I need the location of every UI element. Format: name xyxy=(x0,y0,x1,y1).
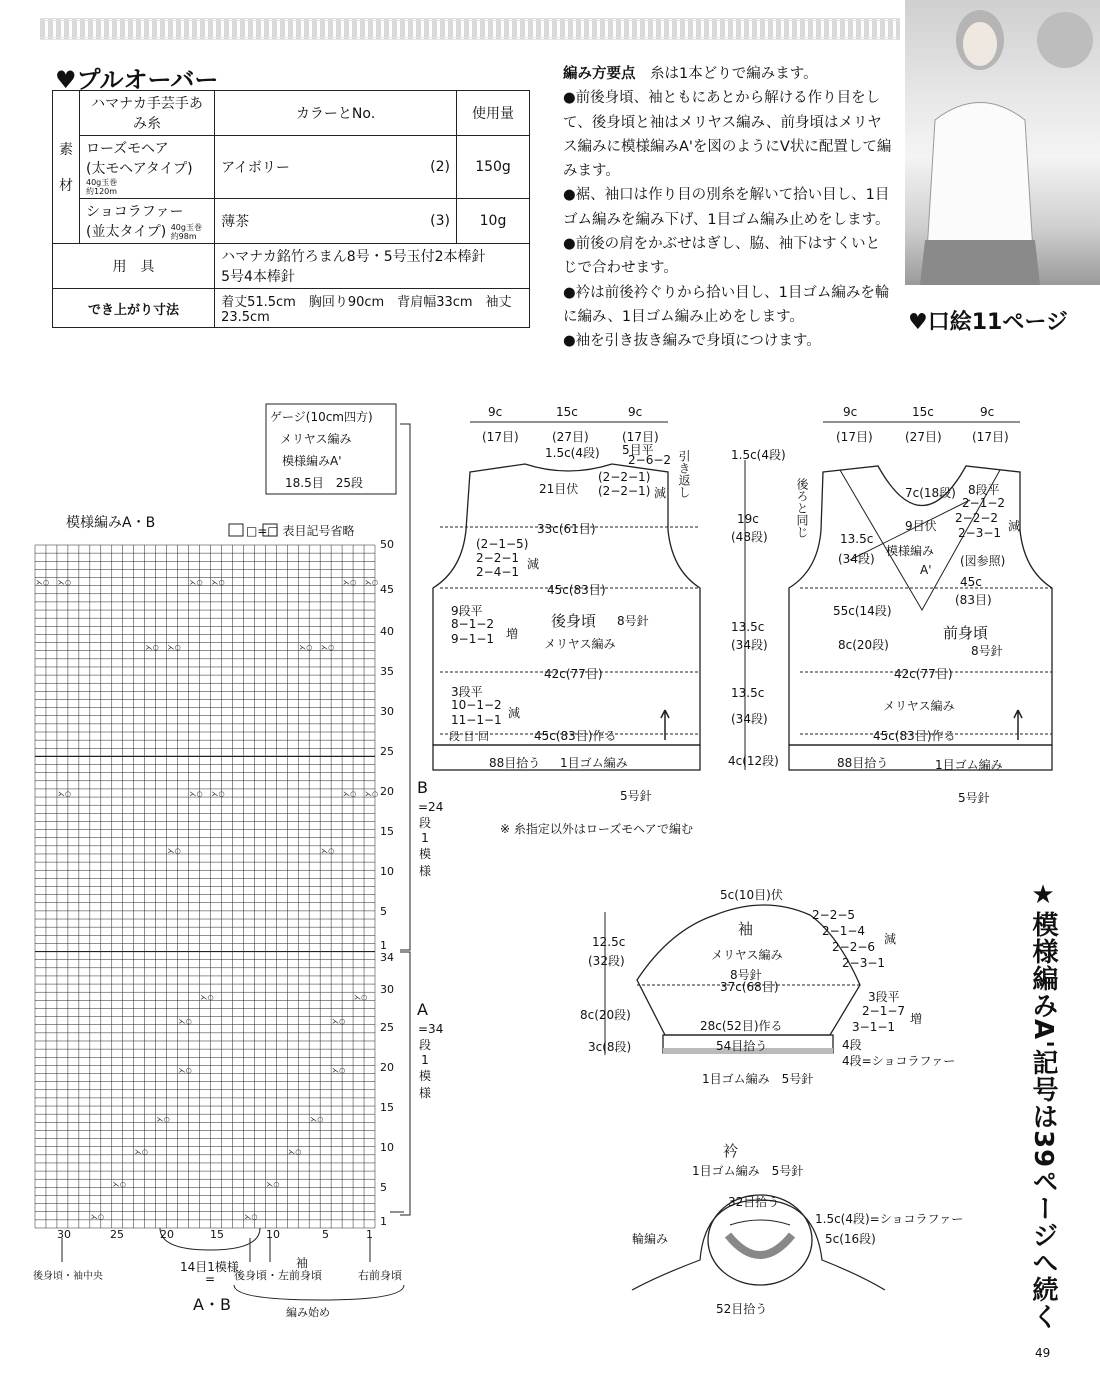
dim-label: 21目伏 xyxy=(539,482,579,496)
dim-label: 2−2−6 xyxy=(832,940,876,954)
dim-label: 段 目 回 xyxy=(449,730,489,743)
dim-label: 9c xyxy=(488,405,503,419)
dim-label: 2−3−1 xyxy=(842,956,886,970)
dim-label: 8c(20段) xyxy=(580,1008,631,1022)
dim-label: (27目) xyxy=(905,430,942,444)
gauge-title: ゲージ(10cm四方) xyxy=(270,410,373,424)
dim-label: 8段平 xyxy=(968,483,1000,497)
chart-row-label: 5 xyxy=(380,905,387,918)
knit-symbol: ⋋○ xyxy=(167,643,181,652)
heart-icon: ♥ xyxy=(908,310,928,335)
dim-label: 9目伏 xyxy=(905,519,937,533)
dim-label: 1目ゴム編み xyxy=(560,756,628,770)
knit-symbol: ⋋○ xyxy=(365,578,379,587)
dim-label: A' xyxy=(920,563,932,577)
back-left-front-label: 後身頃・左前身頃 xyxy=(234,1269,322,1282)
chart-row-label: 30 xyxy=(380,983,394,996)
pattern-repeat: 14目1模様 xyxy=(180,1260,239,1274)
chart-row-label: 15 xyxy=(380,1101,394,1114)
dim-label: 5号針 xyxy=(958,791,990,805)
dim-label: 4段=ショコラファー xyxy=(842,1054,956,1068)
dim-label: 2−3−1 xyxy=(958,526,1002,540)
bracket-b xyxy=(400,424,410,950)
dim-label: メリヤス編み xyxy=(544,637,616,651)
eq-sign: = xyxy=(205,1272,216,1286)
dim-label: 52目拾う xyxy=(716,1302,768,1316)
legend-box xyxy=(229,524,243,536)
bracket-a xyxy=(400,952,410,1215)
dim-label: 1.5c(4段) xyxy=(545,446,600,460)
dim-label: 32目拾う xyxy=(728,1195,780,1209)
chart-row-label: 45 xyxy=(380,583,394,596)
page-number: 49 xyxy=(1035,1346,1051,1360)
a-desc: =34段1模様 xyxy=(418,1022,444,1100)
heart-icon: ♥ xyxy=(55,66,77,94)
piece-name: 衿 xyxy=(723,1142,739,1160)
header-yarn: ハマナカ手芸手あみ糸 xyxy=(80,91,215,136)
dim-label: 11−1−1 xyxy=(451,713,502,727)
size-value: 着丈51.5cm 胸回り90cm 背肩幅33cm 袖丈23.5cm xyxy=(215,289,530,328)
dim-label: (27目) xyxy=(552,430,589,444)
dim-label: 37c(68目) xyxy=(720,980,779,994)
note-item: ●衿は前後衿ぐりから拾い目し、1目ゴム編みを輪に編み、1目ゴム編み止めをします。 xyxy=(563,284,890,325)
start-label: 編み始め xyxy=(286,1306,330,1319)
dim-label: 88目拾う xyxy=(489,756,541,770)
knitting-notes: 編み方要点 糸は1本どりで編みます。 ●前後身頃、袖ともにあとから解ける作り目をして、後身頃と袖はメリヤス編み、前身頃はメリヤス編みに模様編みA'を図のようにV状に配置して編みます。 ●裾、袖口は作り目の別糸を解いて拾い目し、1目ゴム編みを編み下げ、1目ゴム編み止めをします。 ●前後の肩をかぶせはぎし、脇、袖下はすくいとじで合わせます。 ●衿は前後衿ぐりから拾い目し、1目ゴム編みを輪に編み、1目ゴム編み止めをします。 ●袖を引き抜き編みで身頃につけます。 xyxy=(563,66,892,350)
dim-label: 4c(12段) xyxy=(728,754,779,768)
dim-label: メリヤス編み xyxy=(883,699,955,713)
chart-row-label: 10 xyxy=(380,1141,394,1154)
dim-label: (34段) xyxy=(731,712,768,726)
knit-symbol: ⋋○ xyxy=(266,1180,280,1189)
chart-row-label: 20 xyxy=(380,785,394,798)
dim-label: 4段 xyxy=(842,1038,862,1052)
dim-label: 2−2−5 xyxy=(812,908,856,922)
dim-label: 5c(16段) xyxy=(825,1232,876,1246)
dim-label: 13.5c xyxy=(731,686,765,700)
knit-symbol: ⋋○ xyxy=(343,578,357,587)
dim-label: 8c(20段) xyxy=(838,638,889,652)
knit-symbol: ⋋○ xyxy=(156,1115,170,1124)
header-qty: 使用量 xyxy=(457,91,530,136)
dim-label: 3c(8段) xyxy=(588,1040,632,1054)
dim-label: (34段) xyxy=(731,638,768,652)
knit-symbol: ⋋○ xyxy=(57,790,72,799)
dim-label: 増 xyxy=(506,627,519,641)
chart-col-label: 30 xyxy=(57,1228,71,1241)
chart-row-label: 20 xyxy=(380,1061,394,1074)
chart-row-label: 10 xyxy=(380,865,394,878)
knit-symbol: ⋋○ xyxy=(365,790,379,799)
dim-label: 45c(83目)作る xyxy=(873,729,956,743)
knit-symbol: ⋋○ xyxy=(134,1147,148,1156)
size-label: でき上がり寸法 xyxy=(53,289,215,328)
chart-row-label: 25 xyxy=(380,745,394,758)
dim-label: 輪編み xyxy=(632,1232,669,1246)
dim-label: (2−1−5) xyxy=(476,537,529,551)
dim-label: 45c xyxy=(960,575,982,589)
dim-label: 減 xyxy=(527,557,540,571)
dim-label: 1目ゴム編み 5号針 xyxy=(692,1164,804,1178)
dim-label: 減 xyxy=(1008,519,1021,533)
dim-label: 12.5c xyxy=(592,935,626,949)
knit-symbol: ⋋○ xyxy=(90,1212,104,1221)
dim-label: 45c(83目)作る xyxy=(534,729,617,743)
dim-label: 8号針 xyxy=(971,644,1003,658)
dim-label: メリヤス編み xyxy=(711,948,783,962)
qty-cell: 150g xyxy=(457,136,530,199)
dim-label: (2−2−1) xyxy=(598,484,651,498)
yarn-cell: ショコラファー (並太タイプ) 40g玉巻 約98m xyxy=(80,199,215,244)
chart-row-label: 1 xyxy=(380,939,387,952)
gauge-line: 模様編みA' xyxy=(282,454,342,468)
note-item: ●前後の肩をかぶせはぎし、脇、袖下はすくいとじで合わせます。 xyxy=(563,236,881,277)
dim-label: 1.5c(4段)=ショコラファー xyxy=(815,1212,964,1226)
note-item: ●袖を引き抜き編みで身頃につけます。 xyxy=(563,333,821,350)
chart-grid xyxy=(35,545,378,1228)
front-ribbing xyxy=(789,745,1052,770)
page-title: ♥プルオーバー xyxy=(55,66,219,94)
note-item: ●前後身頃、袖ともにあとから解ける作り目をして、後身頃と袖はメリヤス編み、前身頃はメリヤス編みに模様編みA'を図のようにV状に配置して編みます。 xyxy=(563,90,892,180)
dim-label: 5号針 xyxy=(620,789,652,803)
dim-label: 1目ゴム編み xyxy=(935,758,1003,772)
note-item: ●裾、袖口は作り目の別糸を解いて拾い目し、1目ゴム編みを編み下げ、1目ゴム編み止めをします。 xyxy=(563,187,890,228)
collar-contrast-band xyxy=(728,1235,792,1255)
tools-value: ハマナカ銘竹ろまん8号・5号玉付2本棒針 5号4本棒針 xyxy=(215,244,530,289)
dim-label: (48段) xyxy=(731,530,768,544)
dim-label: 13.5c xyxy=(731,620,765,634)
dim-label: 8号針 xyxy=(617,614,649,628)
yarn-note: ※ 糸指定以外はローズモヘアで編む xyxy=(500,822,694,836)
dim-label: 減 xyxy=(654,486,667,500)
piece-name: 袖 xyxy=(738,920,754,938)
dim-label: 3−1−1 xyxy=(852,1020,896,1034)
dim-label: 5c(10目)伏 xyxy=(720,888,783,902)
chart-row-label: 25 xyxy=(380,1021,394,1034)
chart-row-label: 40 xyxy=(380,625,394,638)
dim-label: 5目平 xyxy=(622,443,654,457)
knit-symbol: ⋋○ xyxy=(354,993,368,1002)
b-desc: =24段1模様 xyxy=(418,800,444,878)
knit-symbol: ⋋○ xyxy=(310,1115,324,1124)
chart-col-label: 15 xyxy=(210,1228,224,1241)
dim-label: (17目) xyxy=(972,430,1009,444)
dim-label: 8号針 xyxy=(730,968,762,982)
knit-symbol: ⋋○ xyxy=(299,643,313,652)
start-brace xyxy=(234,1285,404,1300)
dim-label: 7c(18段) xyxy=(905,486,956,500)
dim-label: 引き返し xyxy=(677,450,691,498)
knit-symbol: ⋋○ xyxy=(343,790,357,799)
dim-label: 2−6−2 xyxy=(628,453,672,467)
dim-label: 1.5c(4段) xyxy=(731,448,786,462)
chart-title: 模様編みA・B xyxy=(66,515,156,531)
dim-label: 2−4−1 xyxy=(476,565,520,579)
dim-label: 88目拾う xyxy=(837,756,889,770)
dim-label: 55c(14段) xyxy=(833,604,892,618)
dim-label: 10−1−2 xyxy=(451,698,502,712)
dim-label: (34段) xyxy=(838,552,875,566)
chart-col-label: 5 xyxy=(322,1228,329,1241)
dim-label: 9c xyxy=(843,405,858,419)
knit-symbol: ⋋○ xyxy=(178,1017,192,1026)
dim-label: 33c(61目) xyxy=(537,522,596,536)
dim-label: (17目) xyxy=(836,430,873,444)
dim-label: (32段) xyxy=(588,954,625,968)
knit-symbol: ⋋○ xyxy=(200,993,214,1002)
chart-col-label: 25 xyxy=(110,1228,124,1241)
chart-row-label: 5 xyxy=(380,1181,387,1194)
chart-row-label: 15 xyxy=(380,825,394,838)
dim-label: 15c xyxy=(556,405,578,419)
continued-note: ★模様編みA'記号は39ページへ続く xyxy=(1028,880,1058,1331)
chart-row-label: 35 xyxy=(380,665,394,678)
frontispiece-ref: ♥口絵11ページ xyxy=(908,310,1068,335)
sleeve-label: 袖 xyxy=(296,1256,309,1270)
ab-label: A・B xyxy=(193,1295,231,1314)
knit-symbol: ⋋○ xyxy=(145,643,159,652)
color-no-cell: (2) xyxy=(385,136,457,199)
knit-direction-arrow xyxy=(1014,710,1022,740)
dim-label: 9−1−1 xyxy=(451,632,495,646)
piece-name: 後身頃 xyxy=(551,612,597,630)
gauge-line: メリヤス編み xyxy=(280,432,352,446)
knit-symbol: ⋋○ xyxy=(321,643,335,652)
dim-label: 42c(77目) xyxy=(544,667,603,681)
dim-label: 19c xyxy=(737,512,759,526)
knit-symbol: ⋋○ xyxy=(36,578,50,587)
chart-row-label: 30 xyxy=(380,705,394,718)
dim-label: 後ろと同じ xyxy=(795,478,809,538)
chart-row-label: 50 xyxy=(380,538,394,551)
dim-label: 9段平 xyxy=(451,604,483,618)
color-cell: 薄茶 xyxy=(215,199,385,244)
knit-symbol: ⋋○ xyxy=(189,790,203,799)
knit-symbol: ⋋○ xyxy=(178,1066,192,1075)
tools-label: 用 具 xyxy=(53,244,215,289)
dim-label: (17目) xyxy=(482,430,519,444)
dim-label: 2−1−2 xyxy=(962,496,1006,510)
dim-label: 2−1−7 xyxy=(862,1004,906,1018)
knit-direction-arrow xyxy=(661,710,669,740)
color-cell: アイボリー xyxy=(215,136,385,199)
table-side-label: 素 材 xyxy=(53,91,80,244)
dim-label: 減 xyxy=(508,706,521,720)
dim-label: 13.5c xyxy=(840,532,874,546)
knit-symbol: ⋋○ xyxy=(332,1017,346,1026)
knit-symbol: ⋋○ xyxy=(321,846,335,855)
dim-label: 9c xyxy=(980,405,995,419)
dim-label: 8−1−2 xyxy=(451,617,495,631)
yarn-cell: ローズモヘア (太モヘアタイプ) 40g玉巻 約120m xyxy=(80,136,215,199)
piece-name: 前身頃 xyxy=(943,624,989,642)
knit-symbol: ⋋○ xyxy=(57,578,72,587)
knit-symbol: ⋋○ xyxy=(211,790,225,799)
dim-label: 28c(52目)作る xyxy=(700,1019,783,1033)
dim-label: 54目拾う xyxy=(716,1039,768,1053)
dim-label: 15c xyxy=(912,405,934,419)
knit-symbol: ⋋○ xyxy=(211,578,225,587)
dim-label: 3段平 xyxy=(451,685,483,699)
a-label: A xyxy=(417,1000,428,1019)
knit-symbol: ⋋○ xyxy=(244,1212,258,1221)
dim-label: 1目ゴム編み 5号針 xyxy=(702,1072,814,1086)
dim-label: 2−1−4 xyxy=(822,924,866,938)
knit-symbol: ⋋○ xyxy=(189,578,203,587)
dim-label: (図参照) xyxy=(960,554,1006,568)
chart-row-label: 34 xyxy=(380,951,394,964)
dim-label: 9c xyxy=(628,405,643,419)
chart-legend: □=□ 表目記号省略 xyxy=(246,524,355,538)
dim-label: 減 xyxy=(884,932,897,946)
collar-inner xyxy=(730,1220,790,1225)
knit-symbol: ⋋○ xyxy=(332,1066,346,1075)
dim-label: 2−2−2 xyxy=(955,511,999,525)
dim-label: (2−2−1) xyxy=(598,470,651,484)
knit-symbol: ⋋○ xyxy=(167,846,181,855)
dim-label: 増 xyxy=(910,1012,923,1026)
right-front-label: 右前身頃 xyxy=(358,1269,402,1282)
dim-label: 3段平 xyxy=(868,990,900,1004)
knit-symbol: ⋋○ xyxy=(288,1147,302,1156)
b-label: B xyxy=(417,778,428,797)
chart-col-label: 20 xyxy=(160,1228,174,1241)
dim-label: 42c(77目) xyxy=(894,667,953,681)
chart-col-label: 10 xyxy=(266,1228,280,1241)
chart-col-label: 1 xyxy=(366,1228,373,1241)
dim-label: 45c(83目) xyxy=(547,583,606,597)
color-no-cell: (3) xyxy=(385,199,457,244)
qty-cell: 10g xyxy=(457,199,530,244)
dim-label: 2−2−1 xyxy=(476,551,520,565)
dim-label: (83目) xyxy=(955,593,992,607)
dim-label: 模様編み xyxy=(886,544,935,558)
header-color: カラーとNo. xyxy=(215,91,457,136)
chart-row-label: 1 xyxy=(380,1215,387,1228)
back-center-label: 後身頃・袖中央 xyxy=(33,1271,103,1282)
gauge-line: 18.5目 25段 xyxy=(285,476,363,490)
knit-symbol: ⋋○ xyxy=(112,1180,126,1189)
dim-label: (17目) xyxy=(622,430,659,444)
